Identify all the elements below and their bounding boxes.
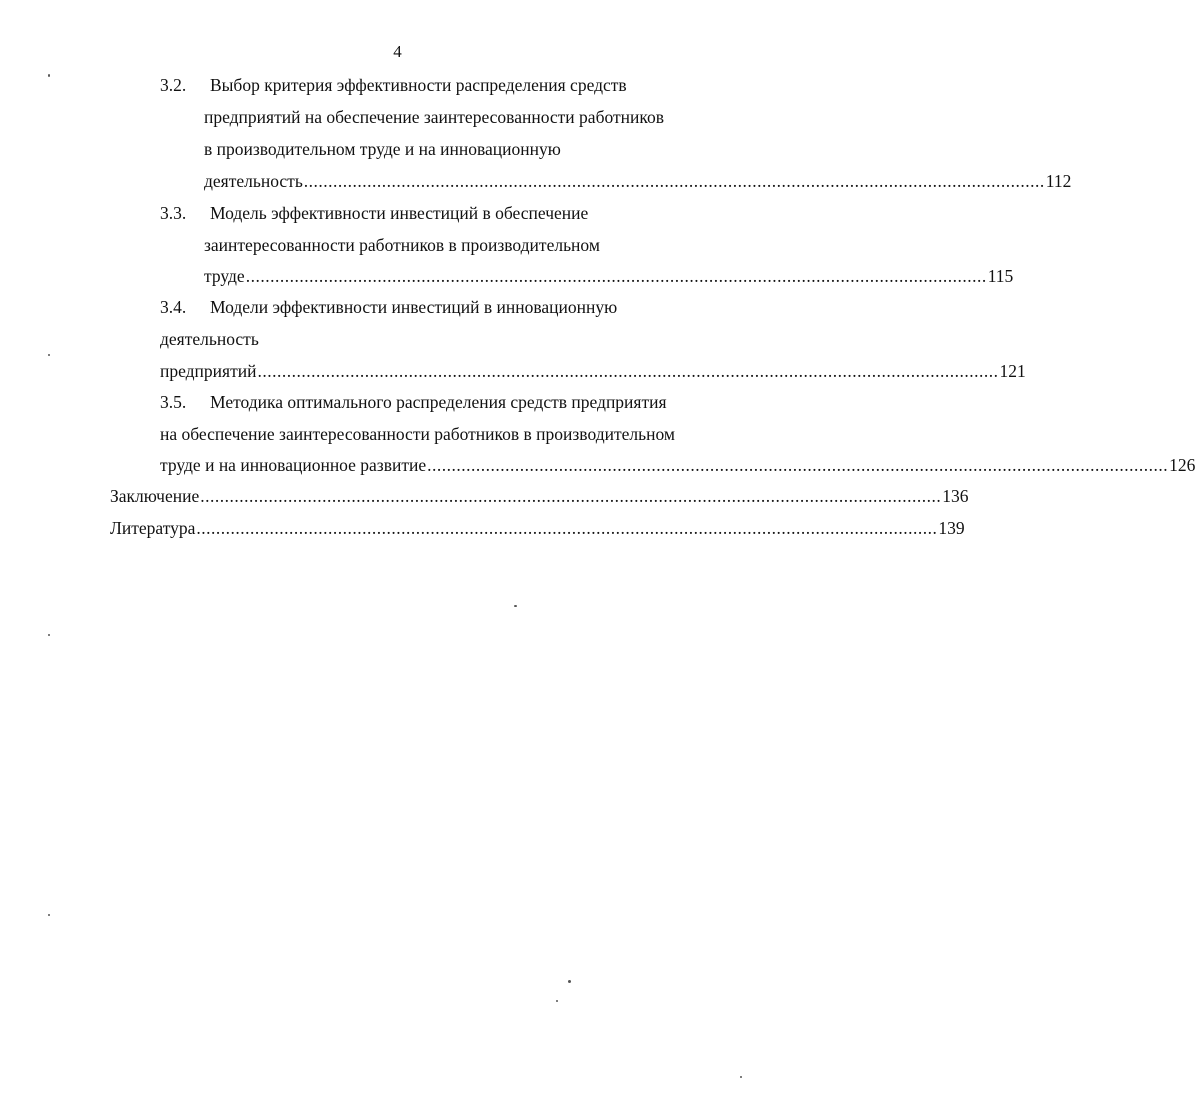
- toc-entry-literature-page: 139: [938, 518, 965, 538]
- toc-entry-3-5-text-2: на обеспечение заинтересованности работников в производительном: [160, 424, 675, 444]
- scan-speck: [48, 354, 50, 356]
- toc-entry-3-5-line-1: [160, 391, 667, 413]
- toc-entry-3-2-text-1: Выбор критерия эффективности распределения средств: [210, 75, 627, 95]
- toc-entry-conclusion-page: 136: [942, 486, 969, 506]
- scan-speck: [48, 634, 50, 636]
- toc-entry-3-2-page: 112: [1045, 171, 1072, 191]
- toc-entry-3-2-text-2: предприятий на обеспечение заинтересованности работников: [204, 107, 664, 127]
- toc-entry-3-3-line-1: [160, 202, 588, 224]
- toc-entry-3-5-number: 3.5.: [160, 392, 187, 412]
- toc-entry-3-3-text-3: труде: [204, 266, 245, 286]
- toc-entry-3-2-line-1: [160, 74, 627, 96]
- toc-entry-3-2-text-3: в производительном труде и на инновационную: [204, 139, 561, 159]
- toc-entry-3-2-leader-line: [204, 170, 1072, 192]
- scan-speck: [48, 914, 50, 916]
- toc-entry-3-5-text-3: труде и на инновационное развитие: [160, 455, 427, 475]
- scan-speck: [514, 605, 517, 607]
- toc-entry-conclusion-title: Заключение: [110, 486, 200, 506]
- toc-entry-3-3-page: 115: [987, 266, 1014, 286]
- dot-leader: ........................................................................................................................................................: [257, 361, 999, 381]
- toc-entry-3-4-number: 3.4.: [160, 297, 187, 317]
- toc-entry-3-2-number: 3.2.: [160, 75, 187, 95]
- toc-entry-3-4-line-1: [160, 296, 617, 318]
- toc-entry-literature-title: Литература: [110, 518, 196, 538]
- toc-entry-3-4-page: 121: [999, 361, 1026, 381]
- toc-entry-conclusion: [110, 485, 969, 507]
- toc-entry-3-5-leader-line: [160, 454, 1195, 476]
- toc-entry-3-4-text-1: Модели эффективности инвестиций в инновационную: [210, 297, 618, 317]
- toc-entry-3-4-leader-line: [160, 360, 1026, 382]
- dot-leader: ........................................................................................................................................................: [200, 486, 942, 506]
- scan-speck: [48, 74, 50, 77]
- scan-speck: [568, 980, 571, 983]
- toc-entry-3-4-text-3: предприятий: [160, 361, 257, 381]
- scan-speck: [740, 1076, 742, 1078]
- dot-leader: ........................................................................................................................................................: [245, 266, 987, 286]
- toc-entry-3-5-page: 126: [1169, 455, 1195, 475]
- toc-entry-3-3-text-1: Модель эффективности инвестиций в обеспечение: [210, 203, 589, 223]
- dot-leader: ........................................................................................................................................................: [303, 171, 1045, 191]
- toc-entry-3-5-text-1: Методика оптимального распределения средств предприятия: [210, 392, 667, 412]
- toc-entry-3-3-leader-line: [204, 265, 1014, 287]
- scan-speck: [556, 1000, 558, 1002]
- toc-entry-literature: [110, 517, 965, 539]
- page-number: 4: [393, 42, 402, 61]
- dot-leader: ........................................................................................................................................................: [196, 518, 938, 538]
- dot-leader: ........................................................................................................................................................: [427, 455, 1169, 475]
- toc-entry-3-2-text-4: деятельность: [204, 171, 303, 191]
- toc-entry-3-3-number: 3.3.: [160, 203, 187, 223]
- toc-entry-3-4-text-2: деятельность: [160, 329, 259, 349]
- toc-entry-3-3-text-2: заинтересованности работников в производительном: [204, 235, 600, 255]
